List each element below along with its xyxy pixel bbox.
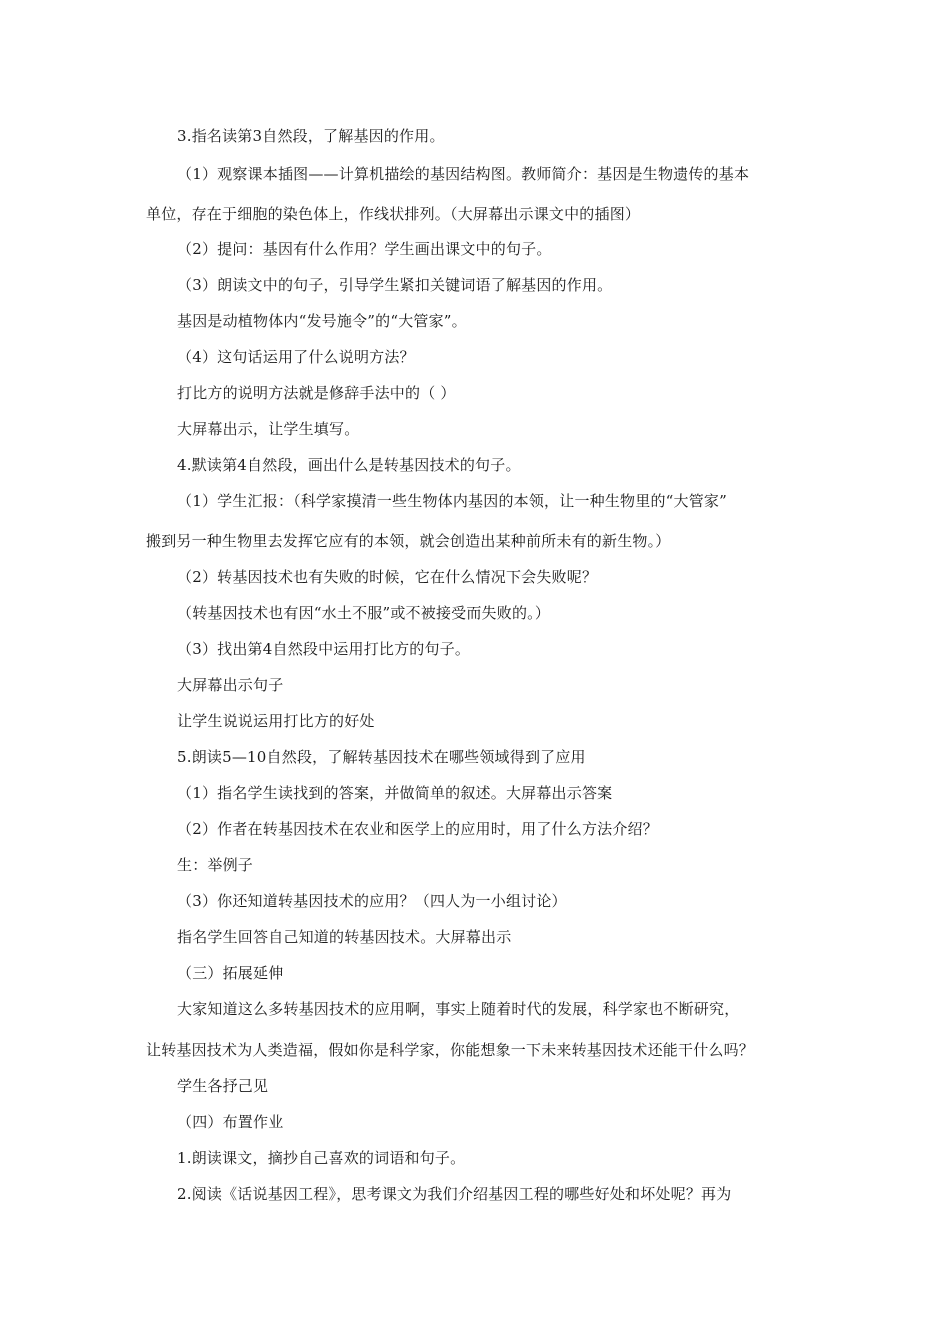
section-heading: （三）拓展延伸 — [177, 964, 284, 982]
paragraph-line: 打比方的说明方法就是修辞手法中的（ ） — [177, 384, 456, 402]
paragraph-line: 大屏幕出示，让学生填写。 — [177, 420, 360, 438]
paragraph-line: （2）转基因技术也有失败的时候，它在什么情况下会失败呢？ — [177, 568, 598, 586]
paragraph-line: （转基因技术也有因“水土不服”或不被接受而失败的。） — [177, 604, 551, 622]
paragraph-line: 学生各抒己见 — [177, 1077, 269, 1095]
section-heading: （四）布置作业 — [177, 1113, 284, 1131]
paragraph-line: 搬到另一种生物里去发挥它应有的本领，就会创造出某种前所未有的新生物。） — [146, 532, 671, 550]
paragraph-line: （3）找出第4自然段中运用打比方的句子。 — [177, 640, 471, 658]
paragraph-line: （1）指名学生读找到的答案，并做简单的叙述。大屏幕出示答案 — [177, 784, 613, 802]
paragraph-line: 3.指名读第3自然段，了解基因的作用。 — [177, 127, 445, 145]
paragraph-line: 4.默读第4自然段，画出什么是转基因技术的句子。 — [177, 456, 521, 474]
paragraph-line: 基因是动植物体内“发号施令”的“大管家”。 — [177, 312, 467, 330]
paragraph-line: （1）学生汇报：（科学家摸清一些生物体内基因的本领，让一种生物里的“大管家” — [177, 492, 727, 510]
paragraph-line: 指名学生回答自己知道的转基因技术。大屏幕出示 — [177, 928, 512, 946]
paragraph-line: 让转基因技术为人类造福，假如你是科学家，你能想象一下未来转基因技术还能干什么吗？ — [146, 1041, 755, 1059]
paragraph-line: （2）作者在转基因技术在农业和医学上的应用时，用了什么方法介绍？ — [177, 820, 658, 838]
paragraph-line: 1.朗读课文，摘抄自己喜欢的词语和句子。 — [177, 1149, 466, 1167]
paragraph-line: 大屏幕出示句子 — [177, 676, 284, 694]
paragraph-line: （3）朗读文中的句子，引导学生紧扣关键词语了解基因的作用。 — [177, 276, 613, 294]
paragraph-line: 2.阅读《话说基因工程》，思考课文为我们介绍基因工程的哪些好处和坏处呢？再为 — [177, 1185, 732, 1203]
paragraph-line: （2）提问：基因有什么作用？学生画出课文中的句子。 — [177, 240, 552, 258]
paragraph-line: （3）你还知道转基因技术的应用？（四人为一小组讨论） — [177, 892, 567, 910]
paragraph-line: 让学生说说运用打比方的好处 — [177, 712, 375, 730]
paragraph-line: 生：举例子 — [177, 856, 254, 874]
paragraph-line: 5.朗读5—10自然段，了解转基因技术在哪些领域得到了应用 — [177, 748, 586, 766]
paragraph-line: 大家知道这么多转基因技术的应用啊，事实上随着时代的发展，科学家也不断研究， — [177, 1000, 740, 1018]
paragraph-line: （1）观察课本插图——计算机描绘的基因结构图。教师简介：基因是生物遗传的基本 — [177, 165, 750, 183]
paragraph-line: 单位，存在于细胞的染色体上，作线状排列。（大屏幕出示课文中的插图） — [146, 205, 641, 223]
paragraph-line: （4）这句话运用了什么说明方法？ — [177, 348, 415, 366]
